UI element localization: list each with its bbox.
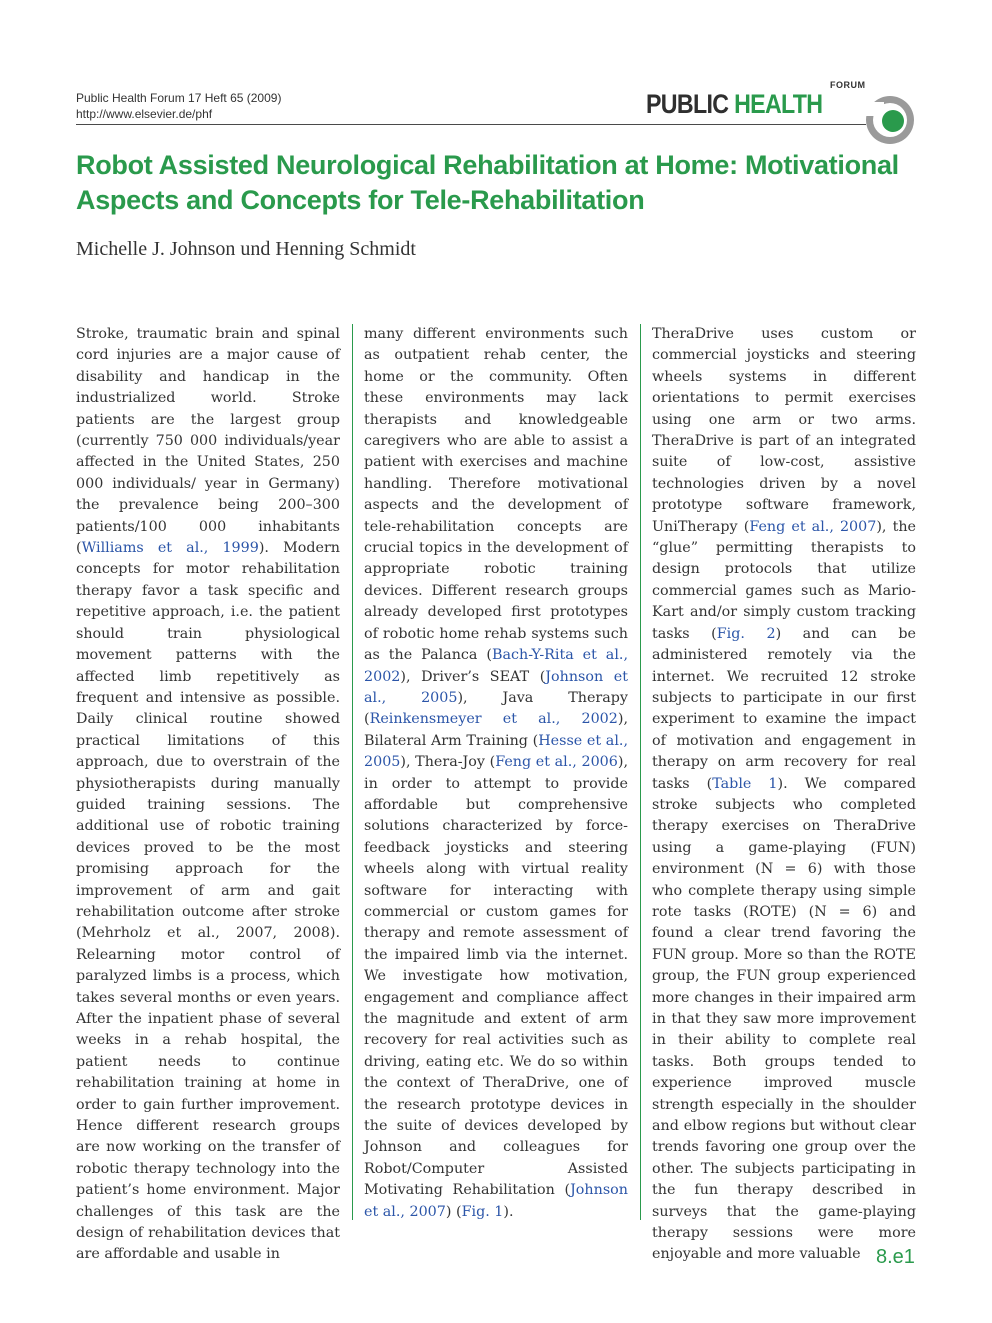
- citation-link[interactable]: Feng et al., 2006: [495, 754, 618, 771]
- page-number: 8.e1: [876, 1246, 915, 1268]
- brand-wordmark: [646, 88, 822, 120]
- figure-link[interactable]: Fig. 2: [716, 625, 776, 642]
- journal-brand: [646, 76, 918, 146]
- paragraph: many different environments such as outpatient rehab center, the home or the community. Often these environments may lack therapists and knowledgeable caregivers who are able to assist a patient with exercises and machine handling. Therefore motivational aspects and the development of tele-rehabilitation concepts are crucial topics in the development of appropriate robotic training devices. Different research groups already developed first prototypes of robotic home rehab systems such as the Palanca (Bach-Y-Rita et al., 2002), Driver’s SEAT (Johnson et al., 2005), Java Therapy (Reinkensmeyer et al., 2002), Bilateral Arm Training (Hesse et al., 2005), Thera-Joy (Feng et al., 2006), in order to attempt to provide affordable but comprehensive solutions characterized by force-feedback joysticks and steering wheels along with virtual reality software for interacting with commercial or custom games for therapy and remote assessment of the impaired limb via the internet. We investigate how motivation, engagement and compliance affect the magnitude and extent of arm recovery for real activities such as driving, eating etc. We do so within the context of TheraDrive, one of the research prototype devices in the suite of devices developed by Johnson and colleagues for Robot/Computer Assisted Motivating Rehabilitation (Johnson et al., 2007) (Fig. 1).: [364, 326, 628, 1220]
- header-rule: [76, 124, 866, 125]
- brand-health-word: HEALTH: [734, 89, 823, 119]
- citation-link[interactable]: Williams et al., 1999: [81, 540, 259, 557]
- article-authors: Michelle J. Johnson und Henning Schmidt: [76, 238, 416, 260]
- figure-link[interactable]: Fig. 1: [461, 1203, 504, 1220]
- text-column-1: [76, 324, 340, 1263]
- column-divider: [352, 324, 353, 1220]
- citation-link[interactable]: Feng et al., 2007: [749, 518, 877, 535]
- journal-citation: Public Health Forum 17 Heft 65 (2009): [76, 91, 282, 105]
- journal-info: [76, 90, 281, 122]
- citation-link[interactable]: Johnson et al., 2005: [364, 668, 628, 706]
- citation-link[interactable]: Reinkensmeyer et al., 2002: [369, 711, 618, 728]
- paragraph: TheraDrive uses custom or commercial joysticks and steering wheels systems in different orientations to permit exercises using one arm or two arms. TheraDrive is part of an integrated suite of low-cost, assistive technologies driven by a novel prototype software framework, UniTherapy (Feng et al., 2007), the “glue” permitting therapists to design protocols that utilize commercial games such as Mario-Kart and/or simply custom tracking tasks (Fig. 2) and can be administered remotely via the internet. We recruited 12 stroke subjects to participate in our first experiment to examine the impact of motivation and engagement in therapy on arm recovery for real tasks (Table 1). We compared stroke subjects who completed therapy exercises on TheraDrive using a game-playing (FUN) environment (N = 6) with those who complete therapy using simple rote tasks (ROTE) (N = 6) and found a clear trend favoring the FUN group. More so than the ROTE group, the FUN group experienced more changes in their impaired arm in that they saw more improvement in their ability to complete real tasks. Both groups tended to experience improved muscle strength especially in the shoulder and elbow regions but without clear trends favoring one group over the other. The subjects participating in the fun therapy described in surveys that the game-playing therapy sessions were more enjoyable and more valuable: [652, 326, 917, 1263]
- public-health-forum-logo-icon: [864, 94, 916, 146]
- table-link[interactable]: Table 1: [712, 775, 778, 792]
- citation-link[interactable]: Johnson et al., 2007: [364, 1182, 628, 1220]
- citation-link[interactable]: Bach-Y-Rita et al., 2002: [364, 647, 628, 685]
- brand-public-word: PUBLIC: [646, 89, 729, 119]
- citation-link[interactable]: Hesse et al., 2005: [364, 732, 628, 771]
- brand-forum-label: FORUM: [830, 80, 866, 90]
- column-divider: [640, 324, 641, 1220]
- journal-url: http://www.elsevier.de/phf: [76, 107, 213, 121]
- text-column-2: [364, 324, 628, 1224]
- paragraph: Stroke, traumatic brain and spinal cord injuries are a major cause of disability and handicap in the industrialized world. Stroke patients are the largest group (currently 750 000 individuals/year affected in the United States, 250 000 individuals/ year in Germany) the prevalence being 200–300 patients/100 000 inhabitants (Williams et al., 1999). Modern concepts for motor rehabilitation therapy favor a task specific and repetitive approach, i.e. the patient should train physiological movement patterns with the affected limb repetitively as frequent and intensive as possible. Daily clinical routine showed practical limitations of this approach, due to overstrain of the physiotherapists during manually guided training sessions. The additional use of robotic training devices proved to be the most promising approach for the improvement of arm and gait rehabilitation outcome after stroke (Mehrholz et al., 2007, 2008). Relearning motor control of paralyzed limbs is a process, which takes several months or even years. After the inpatient phase of several weeks in a rehab hospital, the patient needs to continue rehabilitation training at home in order to gain further improvement. Hence different research groups are now working on the transfer of robotic therapy technology into the patient’s home environment. Major challenges of this task are the design of rehabilitation devices that are affordable and usable in: [76, 326, 340, 1263]
- article-title: Robot Assisted Neurological Rehabilitation at Home: Motivational Aspects and Concepts for Tele-Rehabilitation: [76, 150, 899, 215]
